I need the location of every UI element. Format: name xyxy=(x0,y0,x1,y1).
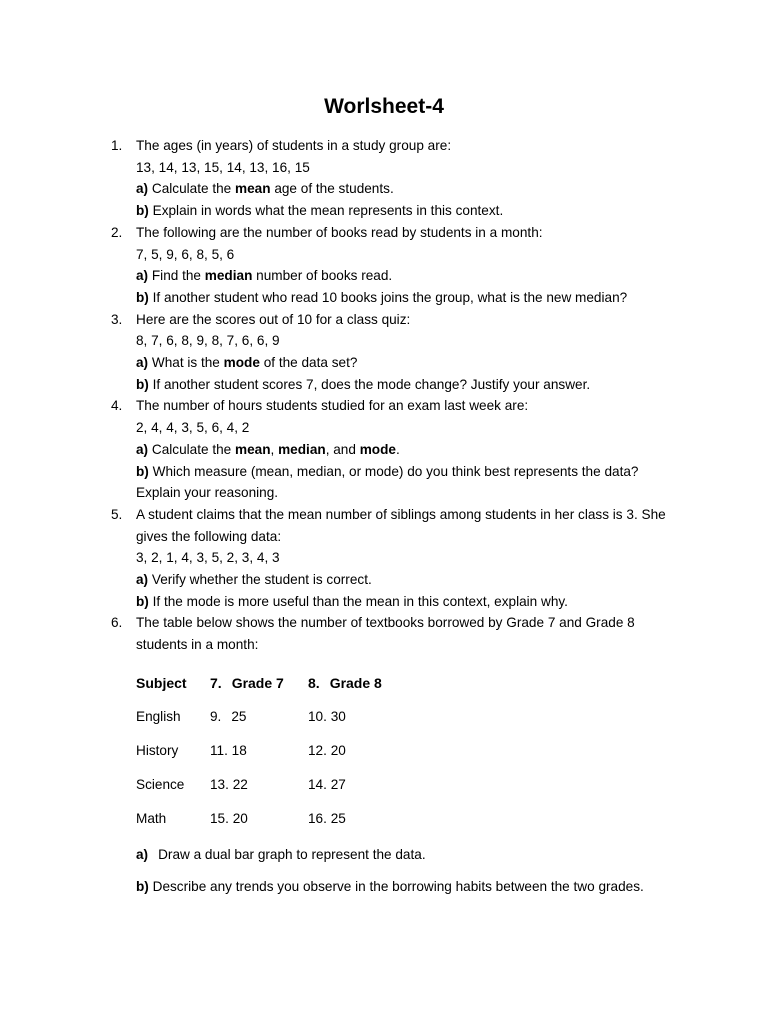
cell-grade-7: 13. 22 xyxy=(210,776,248,792)
question-number: 1. xyxy=(111,138,123,153)
question-data: 2, 4, 4, 3, 5, 6, 4, 2 xyxy=(136,420,250,436)
question-number: 4. xyxy=(111,398,123,414)
cell-grade-8: 12. 20 xyxy=(308,742,346,758)
cell-subject: Math xyxy=(136,810,167,826)
question-1 xyxy=(0,135,768,222)
part-a: a) What is the mode of the data set? xyxy=(136,355,358,371)
cell-subject: Science xyxy=(136,776,185,792)
part-a: a) Verify whether the student is correct. xyxy=(136,572,372,588)
part-b: b) Which measure (mean, median, or mode) do you think best represents the data? xyxy=(136,463,639,479)
header-subject: Subject xyxy=(136,674,187,691)
part-a: a) Calculate the mean, median, and mode. xyxy=(136,441,400,457)
question-intro: Here are the scores out of 10 for a class quiz: xyxy=(136,311,411,327)
cell-grade-8: 10. 30 xyxy=(308,708,346,724)
question-number: 3. xyxy=(111,311,123,327)
cell-grade-7: 15. 20 xyxy=(210,810,248,826)
cell-grade-7: 11. 18 xyxy=(210,742,247,758)
question-intro-continued: students in a month: xyxy=(136,637,259,653)
header-grade-8: 8. Grade 8 xyxy=(308,674,382,691)
question-3 xyxy=(0,309,768,396)
table-row xyxy=(136,802,681,836)
cell-grade-8: 16. 25 xyxy=(308,810,346,826)
question-intro: A student claims that the mean number of siblings among students in her class is 3. She xyxy=(136,506,666,522)
cell-subject: History xyxy=(136,742,179,758)
part-b: b) If another student scores 7, does the mode change? Justify your answer. xyxy=(136,376,591,392)
question-data: 8, 7, 6, 8, 9, 8, 7, 6, 6, 9 xyxy=(136,333,280,349)
table-row xyxy=(136,700,681,734)
part-b: b) If another student who read 10 books joins the group, what is the new median? xyxy=(136,289,628,305)
question-intro-continued: gives the following data: xyxy=(136,528,282,544)
question-data: 13, 14, 13, 15, 14, 13, 16, 15 xyxy=(136,159,310,175)
part-b: b) Describe any trends you observe in the borrowing habits between the two grades. xyxy=(136,878,644,894)
question-number: 5. xyxy=(111,506,123,522)
part-b-continued: Explain your reasoning. xyxy=(136,485,279,501)
question-number: 6. xyxy=(111,615,123,631)
question-number: 2. xyxy=(111,224,123,240)
part-a: a) Draw a dual bar graph to represent the data. xyxy=(136,846,426,862)
part-b: b) If the mode is more useful than the mean in this context, explain why. xyxy=(136,593,568,609)
question-intro: The number of hours students studied for an exam last week are: xyxy=(136,398,529,414)
question-intro: The table below shows the number of textbooks borrowed by Grade 7 and Grade 8 xyxy=(136,615,635,631)
part-a: a) Calculate the mean age of the students. xyxy=(136,181,394,197)
table-row xyxy=(136,768,681,802)
question-intro: The ages (in years) of students in a study group are: xyxy=(136,138,452,153)
question-4 xyxy=(0,395,768,504)
question-6 xyxy=(0,612,768,897)
header-grade-7: 7. Grade 7 xyxy=(210,674,284,691)
question-data: 7, 5, 9, 6, 8, 5, 6 xyxy=(136,246,235,262)
textbooks-table xyxy=(136,666,681,836)
table-header-row xyxy=(136,666,681,700)
table-row xyxy=(136,734,681,768)
part-a: a) Find the median number of books read. xyxy=(136,268,393,284)
question-5 xyxy=(0,504,768,613)
question-list xyxy=(0,135,768,898)
cell-grade-8: 14. 27 xyxy=(308,776,346,792)
worksheet-title: Worlsheet-4 xyxy=(324,95,444,118)
question-intro: The following are the number of books read by students in a month: xyxy=(136,224,543,240)
question-2 xyxy=(0,222,768,309)
question-data: 3, 2, 1, 4, 3, 5, 2, 3, 4, 3 xyxy=(136,550,280,566)
part-b: b) Explain in words what the mean represents in this context. xyxy=(136,203,504,219)
cell-subject: English xyxy=(136,708,181,724)
cell-grade-7: 9. 25 xyxy=(210,708,247,724)
